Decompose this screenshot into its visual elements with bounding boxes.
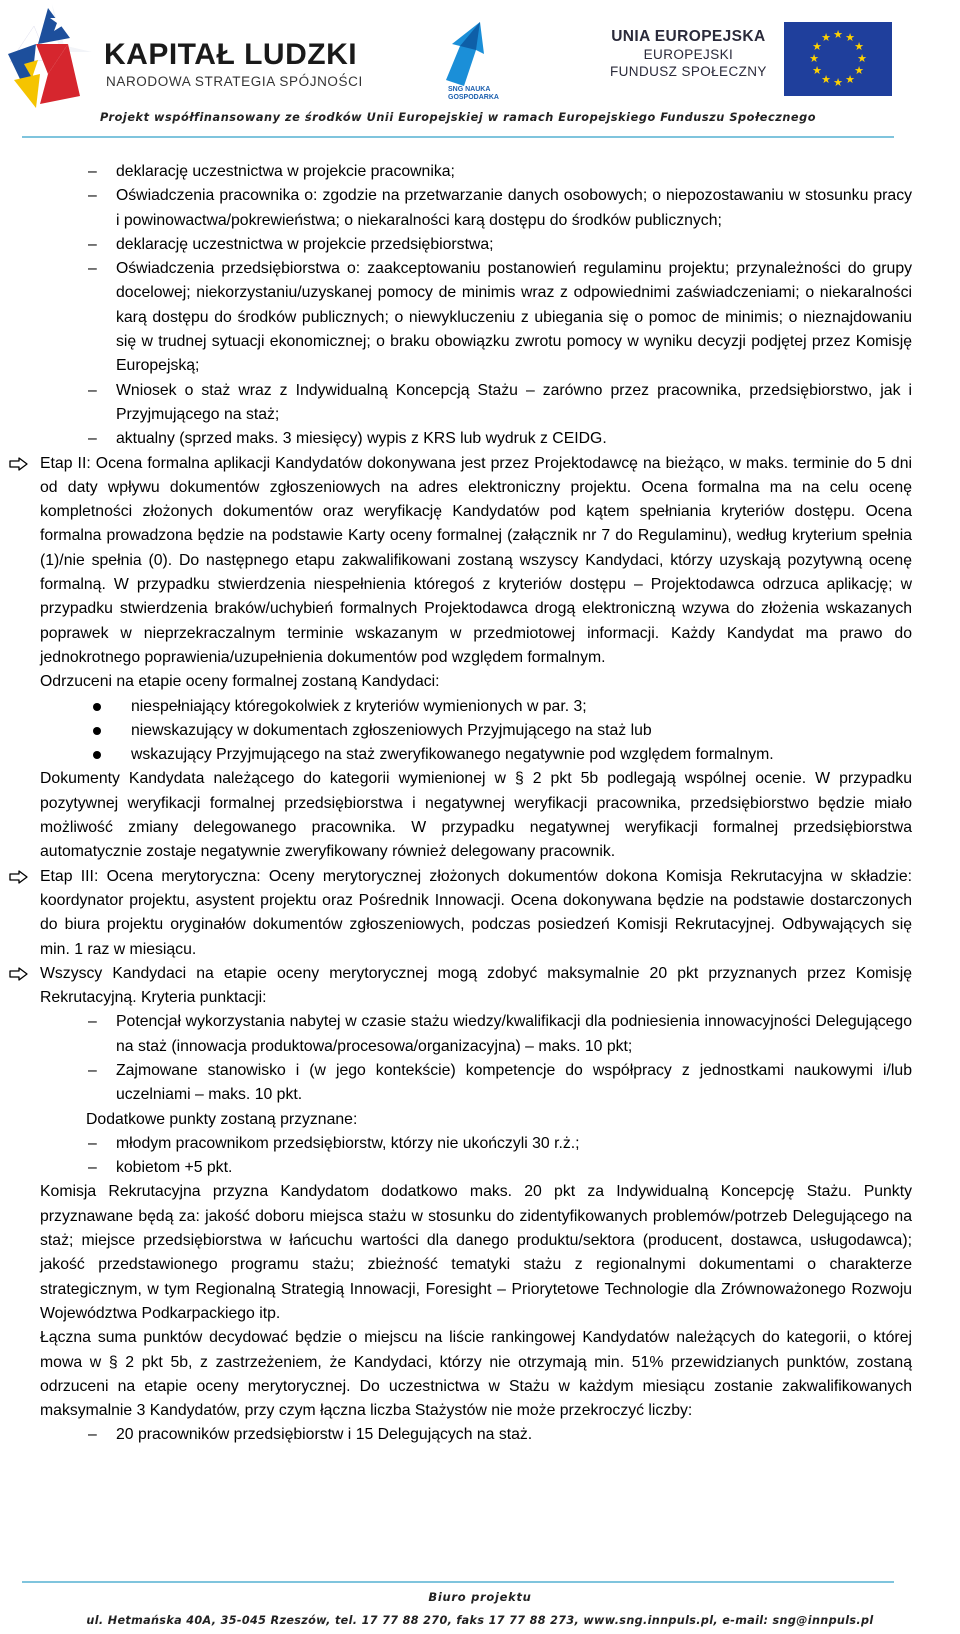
cofinancing-tagline: Projekt współfinansowany ze środków Unii Europejskiej w ramach Europejskiego Funduszu Społecznego <box>100 111 817 124</box>
svg-text:★: ★ <box>812 40 822 53</box>
svg-text:★: ★ <box>845 73 855 86</box>
svg-text:★: ★ <box>812 64 822 77</box>
paragraph: Odrzuceni na etapie oceny formalnej zostaną Kandydaci: <box>40 673 440 691</box>
list-item: – młodym pracownikom przedsiębiorstw, którzy nie ukończyli 30 r.ż.; <box>116 1132 912 1156</box>
stage-3-paragraph <box>40 865 912 962</box>
bullet-item: wskazujący Przyjmującego na staż zweryfikowanego negatywnie pod względem formalnym. <box>131 743 912 767</box>
page-header <box>0 0 960 140</box>
eu-flag-icon <box>784 22 892 96</box>
eu-fund-label <box>610 28 767 80</box>
stage-2-paragraph <box>40 452 912 671</box>
list-item: – deklarację uczestnictwa w projekcie pracownika; <box>116 160 912 184</box>
kapital-ludzki-title: KAPITAŁ LUDZKI <box>104 38 358 71</box>
paragraph: Komisja Rekrutacyjna przyzna Kandydatom dodatkowo maks. 20 pkt za Indywidualną Koncepcję Stażu. Punkty przyznawane będą za: jakość doboru miejsca stażu w stosunku do zidentyfikowanych problemów/potrzeb Delegującego na staż; miejsce przedsiębiorstwa w łańcuchu wartości dla danego produktu/sektora (producent, dostawca, usługodawca); jakość przedstawionego programu stażu; zbieżność tematyki stażu z regionalnymi dokumentami o charakterze strategicznym, w tym Regionalną Strategią Innowacji, Foresight – Priorytetowe Technologie dla Zrównoważonego Rozwoju Województwa Podkarpackiego itp. <box>40 1183 912 1322</box>
svg-text:★: ★ <box>845 31 855 44</box>
kapital-ludzki-subtitle: NARODOWA STRATEGIA SPÓJNOŚCI <box>106 74 363 89</box>
paragraph: Łączna suma punktów decydować będzie o miejscu na liście rankingowej Kandydatów należących do kategorii, o której mowa w § 2 pkt 5b, z zastrzeżeniem, że Kandydaci, którzy nie otrzymają min. 51% przewidzianych punktów, zostaną odrzuceni na etapie oceny merytorycznej. Do uczestnictwa w Stażu w każdym miesiącu zostanie zakwalifikowanych maksymalnie 3 Kandydatów, przy czym łączna liczba Stażystów nie może przekroczyć liczby: <box>40 1329 912 1420</box>
bullet-item: niewskazujący w dokumentach zgłoszeniowych Przyjmującego na staż lub <box>131 719 912 743</box>
arrow-right-icon <box>9 870 29 884</box>
list-item: – aktualny (sprzed maks. 3 miesięcy) wypis z KRS lub wydruk z CEIDG. <box>116 427 912 451</box>
svg-text:★: ★ <box>854 40 864 53</box>
eu-line1: UNIA EUROPEJSKA <box>611 28 766 45</box>
list-item: – 20 pracowników przedsiębiorstw i 15 Delegujących na staż. <box>116 1423 912 1447</box>
arrow-right-icon <box>9 967 29 981</box>
footer-divider <box>22 1581 894 1583</box>
eu-line3: FUNDUSZ SPOŁECZNY <box>610 64 767 79</box>
list-item: – Zajmowane stanowisko i (w jego kontekście) kompetencje do współpracy z jednostkami naukowymi i/lub uczelniami – maks. 10 pkt. <box>116 1059 912 1108</box>
svg-text:★: ★ <box>833 28 843 41</box>
svg-text:★: ★ <box>854 64 864 77</box>
list-item: – Potencjał wykorzystania nabytej w czasie stażu wiedzy/kwalifikacji dla podniesienia innowacyjności Delegującego na staż (innowacja produktowa/procesowa/organizacyjna) – maks. 10 pkt; <box>116 1010 912 1059</box>
svg-text:★: ★ <box>809 52 819 65</box>
paragraph-text: Etap II: Ocena formalna aplikacji Kandydatów dokonywana jest przez Projektodawcę na bieżąco, w maks. terminie do 5 dni od daty wpływu dokumentów zgłoszeniowych na adres elektroniczny projektu. Ocena formalna ma na celu ocenę kompletności złożonych dokumentów oraz weryfikację Kandydatów pod kątem spełniania kryteriów dostępu. Ocena formalna prowadzona będzie na podstawie Karty oceny formalnej (załącznik nr 7 do Regulaminu), według kryterium spełnia (1)/nie spełnia (0). Do następnego etapu zakwalifikowani zostaną wszyscy Kandydaci, którzy uzyskają pozytywną ocenę formalną. W przypadku stwierdzenia niespełnienia któregoś z kryteriów dostępu – Projektodawca odrzuca aplikację; w przypadku stwierdzenia braków/uchybień formalnych Projektodawca drogą elektroniczną wzywa do złożenia wskazanych poprawek w nieprzekraczalnym terminie wskazanym w przedmiotowej informacji. Każdy Kandydat ma prawo do jednokrotnego poprawienia/uzupełnienia dokumentów pod względem formalnym. <box>40 454 912 666</box>
list-item: – deklarację uczestnictwa w projekcie przedsiębiorstwa; <box>116 233 912 257</box>
svg-text:★: ★ <box>833 76 843 89</box>
arrow-right-icon <box>9 457 29 471</box>
kapital-ludzki-emblem-icon <box>8 4 98 114</box>
paragraph-text: Wszyscy Kandydaci na etapie oceny merytorycznej mogą zdobyć maksymalnie 20 pkt przyznanych przez Komisję Rekrutacyjną. Kryteria punktacji: <box>40 964 912 1007</box>
paragraph: Dokumenty Kandydata należącego do kategorii wymienionej w § 2 pkt 5b podlegają wspólnej ocenie. W przypadku pozytywnej weryfikacji formalnej przedsiębiorstwa i negatywnej weryfikacji pracownika, przedsiębiorstwo będzie miało możliwość zmiany delegowanego pracownika. W przypadku negatywnej weryfikacji formalnej przedsiębiorstwa automatycznie zostaje negatywnie zweryfikowany również delegowany pracownik. <box>40 770 912 861</box>
list-item: – Wniosek o staż wraz z Indywidualną Koncepcją Stażu – zarówno przez pracownika, przedsiębiorstwo, jak i Przyjmującego na staż; <box>116 379 912 428</box>
eu-line2: EUROPEJSKI <box>643 47 734 62</box>
list-item: – Oświadczenia pracownika o: zgodzie na przetwarzanie danych osobowych; o niepozostawaniu w stosunku pracy i powinowactwa/pokrewieństwa; o niekaralności karą dostępu do środków publicznych; <box>116 184 912 233</box>
sng-logo-label: SNG NAUKA GOSPODARKA <box>448 86 499 101</box>
list-item: – kobietom +5 pkt. <box>116 1156 912 1180</box>
paragraph: Dodatkowe punkty zostaną przyznane: <box>86 1110 358 1128</box>
sng-arrow-logo-icon <box>440 18 500 88</box>
paragraph-text: Etap III: Ocena merytoryczna: Oceny merytorycznej złożonych dokumentów dokona Komisja Rekrutacyjna w składzie: koordynator projektu, asystent projektu oraz Pośrednik Innowacji. Ocena dokonywana będzie na podstawie dostarczonych do biura projektu oryginałów dokumentów zgłoszeniowych, podczas posiedzeń Komisji Rekrutacyjnej. Odbywających się min. 1 raz w miesiącu. <box>40 867 912 958</box>
footer-title: Biuro projektu <box>428 1590 532 1604</box>
svg-text:★: ★ <box>821 73 831 86</box>
scoring-paragraph <box>40 962 912 1011</box>
svg-text:★: ★ <box>857 52 867 65</box>
bullet-item: niespełniający któregokolwiek z kryteriów wymienionych w par. 3; <box>131 695 912 719</box>
footer-address: ul. Hetmańska 40A, 35-045 Rzeszów, tel. 17 77 88 270, faks 17 77 88 273, www.sng.innpuls.pl, e-mail: sng@innpuls.pl <box>86 1614 874 1627</box>
document-body <box>0 160 960 1448</box>
header-divider <box>22 136 894 138</box>
list-item: – Oświadczenia przedsiębiorstwa o: zaakceptowaniu postanowień regulaminu projektu; przynależności do grupy docelowej; niekorzystaniu/uzyskanej pomocy de minimis wraz z odpowiednimi zaświadczeniami; o niekaralności karą dostępu do środków publicznych; o niewykluczeniu z ubiegania się o pomoc de minimis; o nieznajdowaniu się w trudnej sytuacji ekonomicznej; o braku obowiązku zwrotu pomocy w wyniku decyzji podjętej przez Komisję Europejską; <box>116 257 912 378</box>
svg-text:★: ★ <box>821 31 831 44</box>
